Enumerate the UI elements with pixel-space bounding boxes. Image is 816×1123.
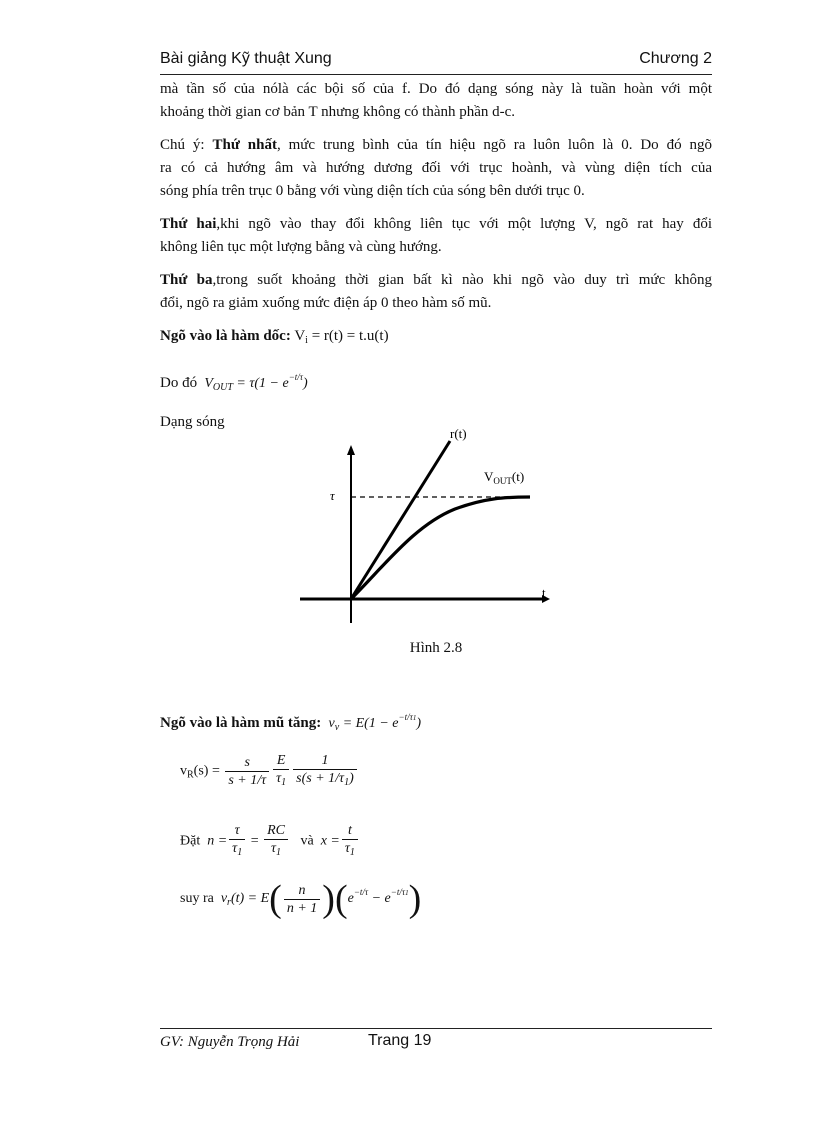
- bold-term: Thứ ba: [160, 272, 213, 288]
- exp-input-equation: $v_v = E(1 - e^{-t/\tau 1})$: [325, 712, 421, 733]
- suy-ra-label: suy ra: [180, 891, 214, 907]
- text-fragment: , mức trung bình của tín hiệu ngõ ra luôn luôn là 0. Do đó ngõ: [276, 137, 713, 153]
- bold-term: Thứ hai: [160, 216, 217, 232]
- eq-sub: i: [305, 335, 308, 346]
- paragraph-1: [160, 78, 712, 124]
- waveform-figure: [290, 425, 560, 625]
- section-heading: Ngõ vào là hàm dốc:: [160, 328, 291, 344]
- paragraph-2: [160, 134, 712, 203]
- t-axis-label: t: [542, 585, 546, 600]
- footer-author: GV: Nguyễn Trọng Hải: [160, 1034, 300, 1050]
- header-title: Bài giảng Kỹ thuật Xung: [160, 50, 332, 67]
- paragraph-4: [160, 269, 712, 315]
- ramp-heading: [160, 325, 712, 352]
- fraction: $\frac{E}{\tau_1}$: [273, 752, 289, 791]
- x-def: x =: [317, 833, 340, 849]
- text-line: ra có cả hướng âm và hướng dương đối với trục hoành, và vùng diện tích của: [160, 160, 712, 176]
- tau-label: τ: [330, 488, 335, 503]
- page-number: Trang 19: [368, 1032, 432, 1049]
- paragraph-3: [160, 213, 712, 259]
- exp-heading-line: [160, 712, 421, 733]
- fraction: $\frac{\tau}{\tau_1}$: [229, 822, 245, 861]
- bold-term: Thứ nhất: [212, 137, 277, 153]
- header-chapter: Chương 2: [639, 50, 712, 67]
- rt-label: r(t): [450, 426, 467, 441]
- exp-diff: $e^{-t/\tau} - e^{-t/\tau 1}$: [347, 887, 409, 907]
- text-line: đổi, ngõ ra giảm xuống mức điện áp 0 theo hàm số mũ.: [160, 295, 492, 311]
- eq-part: = r(t) = t.u(t): [307, 328, 389, 344]
- vr-equation: [180, 752, 359, 791]
- fraction: $\frac{n}{n + 1}$: [284, 882, 320, 917]
- text-fragment: ,trong suốt khoảng thời gian bất kì nào khi ngõ vào duy trì mức không: [212, 272, 712, 288]
- dat-label: Đặt: [180, 833, 201, 849]
- note-label: Chú ý:: [160, 137, 213, 153]
- text-line: [160, 134, 712, 157]
- fraction: $\frac{1}{s(s + 1/\tau_1)}$: [293, 752, 357, 791]
- n-def: n =: [203, 833, 228, 849]
- text-line: mà tần số của nólà các bội số của f. Do đó dạng sóng này là tuần hoàn với một: [160, 81, 712, 97]
- vr-t: $v_r(t) = E$: [217, 891, 270, 909]
- vout-equation-line: [160, 366, 712, 399]
- section-heading: Ngõ vào là hàm mũ tăng:: [160, 715, 322, 731]
- va-label: và: [300, 833, 314, 849]
- text-line: không liên tục một lượng bằng và cùng hướng.: [160, 239, 442, 255]
- page-header: [160, 50, 712, 75]
- text-line: sóng phía trên trục 0 bằng với vùng diện tích của sóng bên dưới trục 0.: [160, 183, 585, 199]
- vr-rest: (s) =: [193, 763, 220, 779]
- vr-label: v: [180, 763, 187, 779]
- text-line: khoảng thời gian cơ bản T nhưng không có thành phần d-c.: [160, 104, 516, 120]
- text-line: [160, 269, 712, 292]
- text-fragment: ,khi ngõ vào thay đổi không liên tục với một lượng V, ngõ rat hay đổi: [216, 216, 713, 232]
- text-line: [160, 213, 712, 236]
- vr-sub: R: [187, 769, 194, 781]
- fraction: $\frac{s}{s + 1/\tau}$: [225, 754, 269, 789]
- dat-equation: Đặt n = $\frac{\tau}{\tau_1}$ = $\frac{RC}{\tau_1}$ và x = $\frac{t}{\tau_1}$: [180, 822, 360, 861]
- body-text: [160, 78, 712, 444]
- eq-part: V: [290, 328, 306, 344]
- waveform-label: Dạng sóng: [160, 414, 225, 430]
- vout-equation: $V_{OUT} = \tau(1 - e^{-t/\tau})$: [200, 372, 308, 393]
- fraction: $\frac{RC}{\tau_1}$: [264, 822, 288, 861]
- y-axis-arrow: [347, 445, 355, 455]
- result-equation: suy ra $v_r(t) = E$( $\frac{n}{n + 1}$ )$(e^{-t/\tau} - e^{-t/\tau 1})$: [180, 878, 422, 920]
- do-do-label: Do đó: [160, 375, 198, 391]
- footer-divider: [160, 1028, 712, 1029]
- vout-curve: [351, 497, 530, 599]
- vout-label: $V_{OUT}(t)$: [484, 469, 525, 486]
- fraction: $\frac{t}{\tau_1}$: [342, 822, 358, 861]
- figure-caption: Hình 2.8: [409, 640, 463, 656]
